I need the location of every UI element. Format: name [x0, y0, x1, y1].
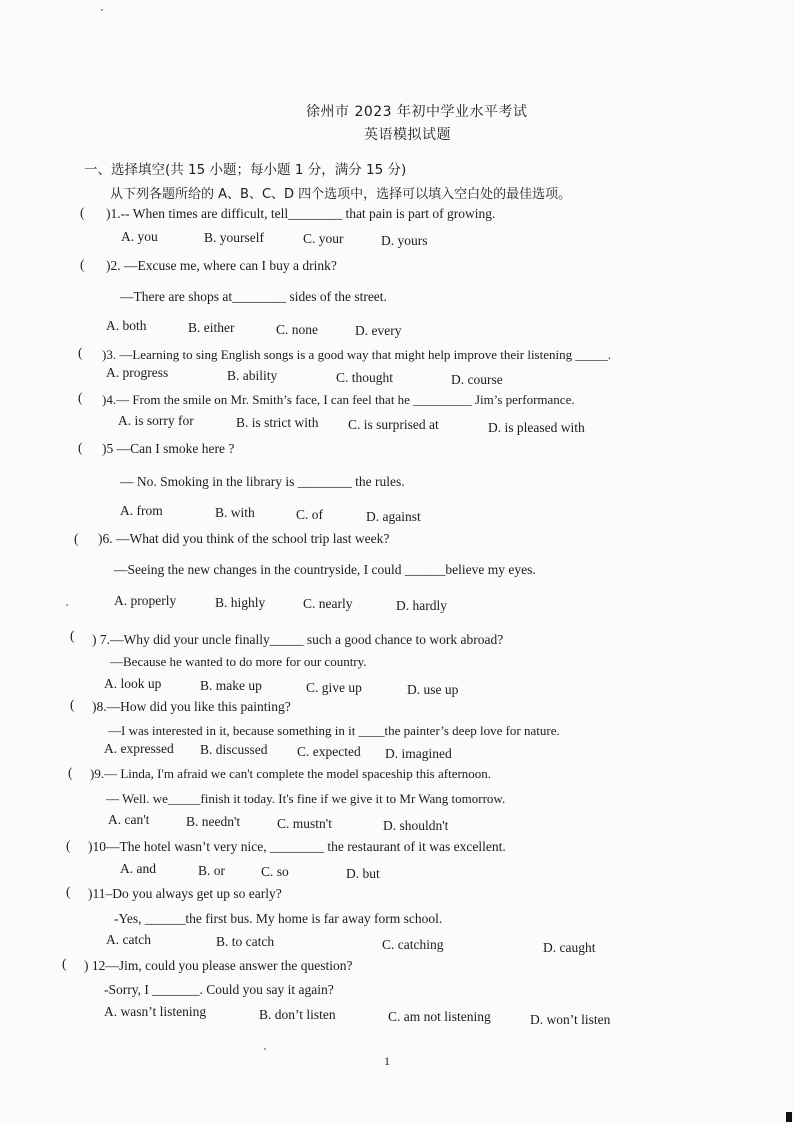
question-8-stem: )8.—How did you like this painting?	[92, 699, 291, 714]
question-2-stem: )2. —Excuse me, where can I buy a drink?	[106, 258, 337, 273]
question-6-option-b: B. highly	[215, 595, 266, 610]
question-8-option-c: C. expected	[297, 744, 361, 759]
question-10-option-c: C. so	[261, 864, 289, 879]
question-11-option-a: A. catch	[106, 932, 151, 947]
question-8-bracket: (	[70, 697, 75, 712]
question-9-option-a: A. can't	[108, 812, 150, 827]
question-4-stem: )4.— From the smile on Mr. Smith’s face, I can feel that he _________ Jim’s performance.	[102, 392, 575, 407]
question-6-response: —Seeing the new changes in the countryside, I could ______believe my eyes.	[114, 562, 536, 577]
scan-speck	[101, 9, 103, 11]
question-3-option-d: D. course	[451, 372, 503, 387]
question-2-option-d: D. every	[355, 323, 402, 338]
question-4-option-b: B. is strict with	[236, 415, 319, 430]
question-1-bracket: (	[80, 205, 85, 220]
question-10-option-a: A. and	[120, 861, 156, 876]
question-1-option-b: B. yourself	[204, 230, 264, 245]
question-9-option-c: C. mustn't	[277, 816, 332, 831]
question-7-option-a: A. look up	[104, 676, 162, 691]
question-7-option-c: C. give up	[306, 680, 362, 695]
page-number: 1	[384, 1054, 390, 1068]
question-6-option-a: A. properly	[114, 593, 177, 608]
question-7-response: —Because he wanted to do more for our country.	[110, 654, 367, 669]
question-3-option-b: B. ability	[227, 368, 278, 383]
section-instruction: 从下列各题所给的 A、B、C、D 四个选项中，选择可以填入空白处的最佳选项。	[110, 187, 572, 202]
question-3-stem: )3. —Learning to sing English songs is a good way that might help improve their listening _____.	[102, 347, 612, 362]
question-6-option-d: D. hardly	[396, 598, 447, 613]
section-heading: 一、选择填空(共 15 小题；每小题 1 分，满分 15 分)	[84, 162, 407, 178]
question-8-response: —I was interested in it, because something in it ____the painter’s deep love for nature.	[108, 723, 560, 738]
question-3-option-a: A. progress	[106, 365, 169, 380]
question-5-option-b: B. with	[215, 505, 255, 520]
exam-subtitle: 英语模拟试题	[364, 127, 451, 143]
question-5-response: — No. Smoking in the library is ________ the rules.	[120, 474, 405, 489]
question-11-option-b: B. to catch	[216, 934, 275, 949]
question-5-option-d: D. against	[366, 509, 421, 524]
question-5-bracket: (	[78, 440, 83, 455]
question-6-option-c: C. nearly	[303, 596, 353, 611]
question-6-bracket: (	[74, 531, 79, 546]
question-8-option-b: B. discussed	[200, 742, 268, 757]
scan-edge-mark	[786, 1112, 792, 1122]
question-4-option-c: C. is surprised at	[348, 417, 439, 432]
question-11-option-c: C. catching	[382, 937, 444, 952]
question-5-stem: )5 —Can I smoke here ?	[102, 441, 235, 456]
question-12-option-b: B. don’t listen	[259, 1007, 336, 1022]
question-4-option-a: A. is sorry for	[118, 413, 194, 428]
question-4-option-d: D. is pleased with	[488, 420, 585, 435]
question-4-bracket: (	[78, 390, 83, 405]
question-6-stem: )6. —What did you think of the school trip last week?	[98, 531, 390, 546]
question-8-option-a: A. expressed	[104, 741, 174, 756]
question-9-stem: )9.— Linda, I'm afraid we can't complete the model spaceship this afternoon.	[90, 766, 492, 781]
question-7-option-b: B. make up	[200, 678, 262, 693]
question-12-option-c: C. am not listening	[388, 1009, 491, 1024]
question-11-bracket: (	[66, 884, 71, 899]
question-5-option-c: C. of	[296, 507, 323, 522]
question-12-bracket: (	[62, 956, 67, 971]
question-12-stem: ) 12—Jim, could you please answer the question?	[84, 958, 353, 973]
question-3-bracket: (	[78, 345, 83, 360]
question-10-option-d: D. but	[346, 866, 380, 881]
question-7-stem: ) 7.—Why did your uncle finally_____ such a good chance to work abroad?	[92, 632, 504, 647]
question-3-option-c: C. thought	[336, 370, 394, 385]
exam-title: 徐州市 2023 年初中学业水平考试	[306, 104, 528, 120]
question-1-option-d: D. yours	[381, 233, 428, 248]
question-10-stem: )10—The hotel wasn’t very nice, ________ the restaurant of it was excellent.	[88, 839, 506, 854]
question-10-bracket: (	[66, 838, 71, 853]
scan-speck	[264, 1048, 266, 1050]
question-9-option-d: D. shouldn't	[383, 818, 449, 833]
question-10-option-b: B. or	[198, 863, 225, 878]
question-12-response: -Sorry, I _______. Could you say it again?	[104, 982, 334, 997]
question-9-response: — Well. we_____finish it today. It's fine if we give it to Mr Wang tomorrow.	[106, 791, 506, 806]
question-2-option-a: A. both	[106, 318, 147, 333]
question-12-option-d: D. won’t listen	[530, 1012, 611, 1027]
question-2-option-c: C. none	[276, 322, 318, 337]
question-7-bracket: (	[70, 628, 75, 643]
question-5-option-a: A. from	[120, 503, 163, 518]
question-1-stem: )1.-- When times are difficult, tell________ that pain is part of growing.	[106, 206, 496, 221]
question-2-bracket: (	[80, 257, 85, 272]
question-12-option-a: A. wasn’t listening	[104, 1004, 207, 1019]
question-1-option-a: A. you	[121, 229, 158, 244]
question-8-option-d: D. imagined	[385, 746, 452, 761]
question-7-option-d: D. use up	[407, 682, 459, 697]
question-9-bracket: (	[68, 765, 73, 780]
question-11-option-d: D. caught	[543, 940, 596, 955]
question-2-option-b: B. either	[188, 320, 235, 335]
question-2-response: —There are shops at________ sides of the street.	[120, 289, 387, 304]
question-11-response: -Yes, ______the first bus. My home is far away form school.	[114, 911, 443, 926]
scan-speck	[66, 604, 68, 606]
question-9-option-b: B. needn't	[186, 814, 241, 829]
question-1-option-c: C. your	[303, 231, 344, 246]
question-11-stem: )11–Do you always get up so early?	[88, 886, 282, 901]
